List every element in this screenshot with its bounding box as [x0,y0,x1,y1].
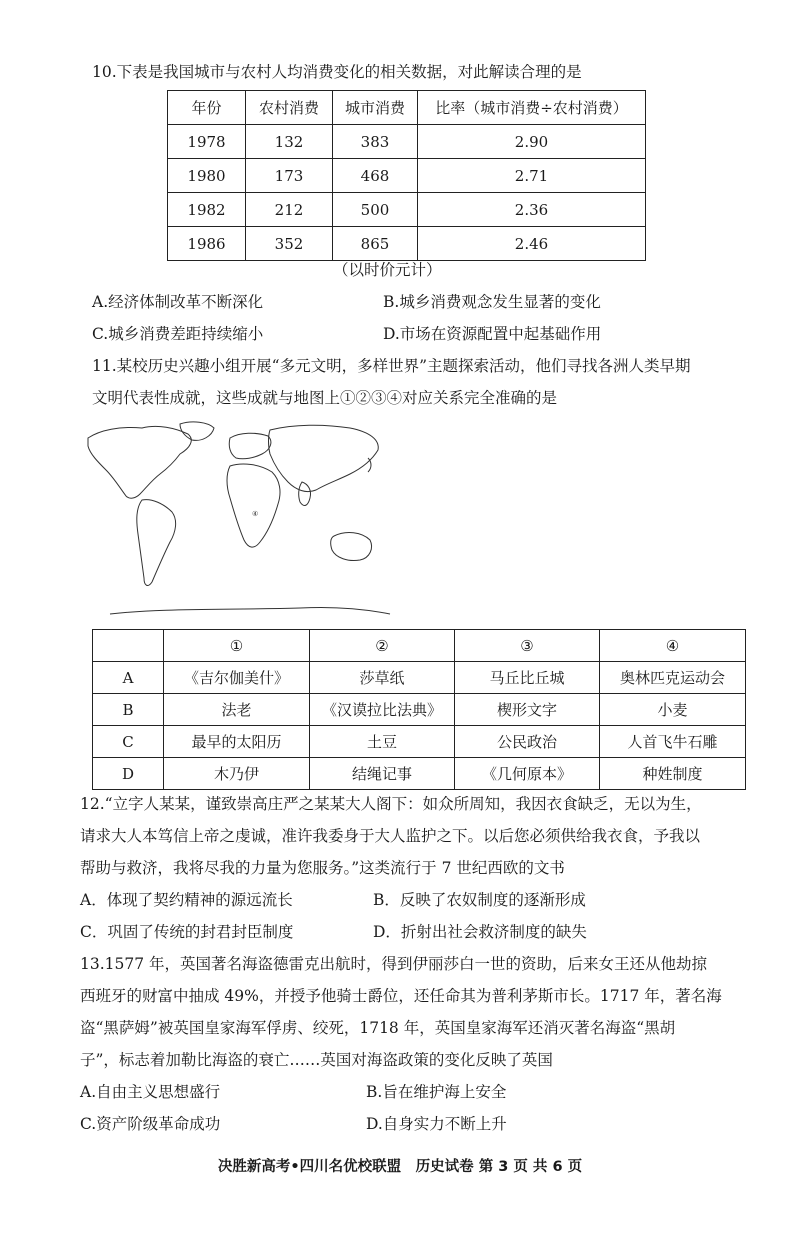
header-cell: ① [164,630,310,662]
header-cell: ④ [600,630,746,662]
header-cell: 城市消费 [333,91,418,125]
europe-outline [229,433,271,459]
q13-stem-line-2: 西班牙的财富中抽成 49%，并授予他骑士爵位，还任命其为普利茅斯市长。1717 年，著名海 [80,987,722,1005]
table-cell: 500 [333,193,418,227]
south-america-outline [137,500,176,586]
table-cell: 种姓制度 [600,758,746,790]
table-cell: 132 [246,125,333,159]
table-row [93,694,746,726]
table-cell: A [93,662,164,694]
header-cell [93,630,164,662]
table-row [168,125,646,159]
greenland-outline [180,422,214,440]
world-map [80,418,400,626]
table-cell: 马丘比丘城 [455,662,600,694]
q10-option-d[interactable]: D.市场在资源配置中起基础作用 [383,325,602,343]
table-cell: 2.36 [418,193,646,227]
table-cell: 2.90 [418,125,646,159]
table-cell: C [93,726,164,758]
table-cell: 468 [333,159,418,193]
table-cell: 法老 [164,694,310,726]
table-cell: 1982 [168,193,246,227]
table-cell: 莎草纸 [310,662,455,694]
table-cell: 1980 [168,159,246,193]
q13-stem-line-3: 盗“黑萨姆”被英国皇家海军俘虏、绞死，1718 年，英国皇家海军还消灭著名海盗“黑胡 [80,1019,676,1037]
q10-stem: 10.下表是我国城市与农村人均消费变化的相关数据，对此解读合理的是 [92,63,582,81]
q13-option-d[interactable]: D.自身实力不断上升 [366,1115,507,1133]
q10-option-b[interactable]: B.城乡消费观念发生显著的变化 [383,293,601,311]
table-cell: 奥林匹克运动会 [600,662,746,694]
q13-stem-line-4: 子”，标志着加勒比海盗的衰亡……英国对海盗政策的变化反映了英国 [80,1051,553,1069]
q13-option-b[interactable]: B.旨在维护海上安全 [366,1083,507,1101]
table-cell: 公民政治 [455,726,600,758]
table-cell: 2.46 [418,227,646,261]
q12-stem-line-3: 帮助与救济，我将尽我的力量为您服务。”这类流行于 7 世纪西欧的文书 [80,859,565,877]
australia-outline [331,533,372,561]
map-marker-4: ④ [252,510,259,518]
table-cell: 结绳记事 [310,758,455,790]
q11-table [92,629,746,790]
header-cell: ② [310,630,455,662]
table-cell: D [93,758,164,790]
q12-option-d[interactable]: D．折射出社会救济制度的缺失 [373,923,587,941]
header-cell: 年份 [168,91,246,125]
table-row [93,758,746,790]
q13-stem-line-1: 13.1577 年，英国著名海盗德雷克出航时，得到伊丽莎白一世的资助，后来女王还从他劫掠 [80,955,708,973]
table-header-row [168,91,646,125]
table-cell: 173 [246,159,333,193]
q11-stem-line-2: 文明代表性成就，这些成就与地图上①②③④对应关系完全准确的是 [92,389,558,407]
table-cell: 《汉谟拉比法典》 [310,694,455,726]
asia-outline [269,425,379,491]
table-cell: 2.71 [418,159,646,193]
africa-outline [227,464,280,547]
antarctica-outline [110,607,390,614]
q10-option-c[interactable]: C.城乡消费差距持续缩小 [92,325,264,343]
north-america-outline [88,426,191,498]
table-row [168,227,646,261]
q12-stem-line-1: 12.“立字人某某，谨致崇高庄严之某某大人阁下：如众所周知，我因衣食缺乏，无以为生， [80,795,702,813]
q12-option-b[interactable]: B．反映了农奴制度的逐渐形成 [373,891,586,909]
table-row [168,159,646,193]
table-cell: 楔形文字 [455,694,600,726]
table-cell: 人首飞牛石雕 [600,726,746,758]
table-cell: 土豆 [310,726,455,758]
q10-option-a[interactable]: A.经济体制改革不断深化 [92,293,264,311]
table-cell: 865 [333,227,418,261]
table-cell: 《吉尔伽美什》 [164,662,310,694]
header-cell: 比率（城市消费÷农村消费） [418,91,646,125]
table-cell: 1978 [168,125,246,159]
table-row [93,662,746,694]
q12-option-c[interactable]: C．巩固了传统的封君封臣制度 [80,923,294,941]
q12-stem-line-2: 请求大人本笃信上帝之虔诚，准许我委身于大人监护之下。以后您必须供给我衣食，予我以 [80,827,701,845]
table-cell: 352 [246,227,333,261]
table-cell: 《几何原本》 [455,758,600,790]
table-cell: 小麦 [600,694,746,726]
table-row [93,726,746,758]
q10-table-caption: （以时价元计） [333,261,442,279]
header-cell: ③ [455,630,600,662]
table-cell: 木乃伊 [164,758,310,790]
india-outline [299,482,311,505]
q10-table [167,90,646,261]
table-cell: 383 [333,125,418,159]
table-cell: B [93,694,164,726]
page-footer: 决胜新高考•四川名优校联盟 历史试卷 第 3 页 共 6 页 [217,1159,583,1175]
table-row [168,193,646,227]
header-cell: 农村消费 [246,91,333,125]
q12-option-a[interactable]: A．体现了契约精神的源远流长 [80,891,293,909]
table-cell: 最早的太阳历 [164,726,310,758]
table-cell: 212 [246,193,333,227]
table-cell: 1986 [168,227,246,261]
table-header-row [93,630,746,662]
q11-stem-line-1: 11.某校历史兴趣小组开展“多元文明，多样世界”主题探索活动，他们寻找各洲人类早期 [92,357,691,375]
q13-option-c[interactable]: C.资产阶级革命成功 [80,1115,221,1133]
q13-option-a[interactable]: A.自由主义思想盛行 [80,1083,221,1101]
